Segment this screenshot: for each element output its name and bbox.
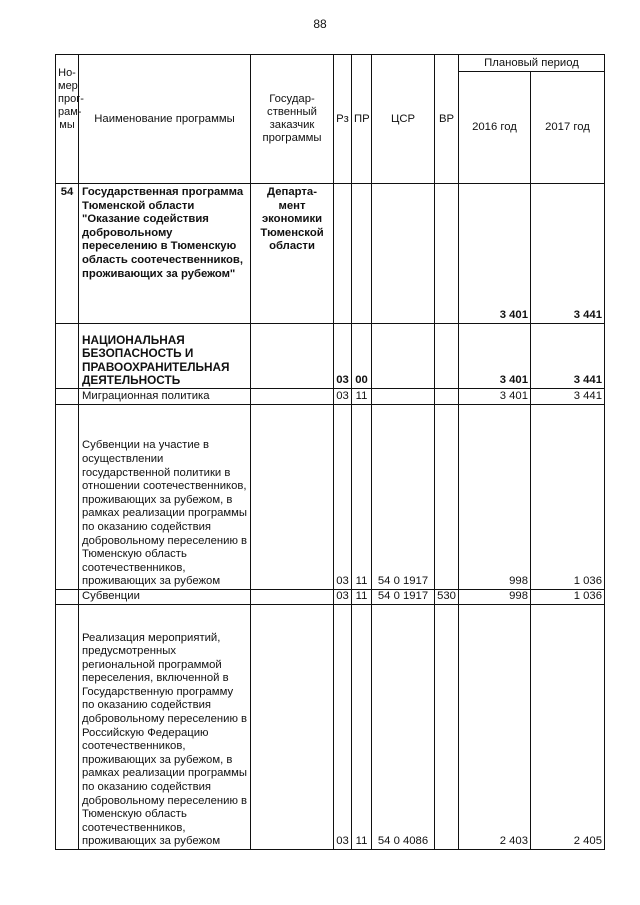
row-name: Реализация мероприятий, предусмотренных региональной программой переселения, включенной в Государственную программу по оказанию содействия добровольному переселению в Российскую Федерацию соотечественников, проживающих за рубежом, в рамках реализации программы по оказанию содействия добровольному переселению в Тюменскую область соотечественников, проживающих за рубежом xyxy=(79,605,251,850)
row-rz: 03 xyxy=(334,405,352,590)
row-pr: 11 xyxy=(352,389,372,405)
row-vr xyxy=(435,389,459,405)
row-vr xyxy=(435,184,459,324)
row-program-number xyxy=(56,605,79,850)
row-value-2016: 998 xyxy=(459,405,531,590)
header-year-2017: 2017 год xyxy=(531,72,605,184)
row-customer xyxy=(251,605,334,850)
row-value-2016: 998 xyxy=(459,590,531,605)
row-name: Миграционная политика xyxy=(79,389,251,405)
header-customer: Государ- ственный заказчик программы xyxy=(251,55,334,184)
row-value-2017: 3 441 xyxy=(531,389,605,405)
table-row xyxy=(56,405,605,590)
header-program-name: Наименование программы xyxy=(79,55,251,184)
row-value-2017: 2 405 xyxy=(531,605,605,850)
row-vr: 530 xyxy=(435,590,459,605)
table-row xyxy=(56,590,605,605)
row-program-number: 54 xyxy=(56,184,79,324)
header-program-number: Но- мер прог- рам- мы xyxy=(56,55,79,184)
row-pr: 11 xyxy=(352,590,372,605)
row-customer xyxy=(251,590,334,605)
row-value-2016: 3 401 xyxy=(459,389,531,405)
row-csr: 54 0 4086 xyxy=(372,605,435,850)
header-vr: ВР xyxy=(435,55,459,184)
budget-table xyxy=(55,54,605,850)
row-program-number xyxy=(56,590,79,605)
row-value-2017: 1 036 xyxy=(531,405,605,590)
row-customer xyxy=(251,405,334,590)
row-csr xyxy=(372,389,435,405)
header-pr: ПР xyxy=(352,55,372,184)
row-program-number xyxy=(56,324,79,389)
row-pr: 00 xyxy=(352,324,372,389)
row-value-2017: 1 036 xyxy=(531,590,605,605)
row-vr xyxy=(435,405,459,590)
table-row xyxy=(56,389,605,405)
row-rz: 03 xyxy=(334,590,352,605)
row-pr: 11 xyxy=(352,405,372,590)
header-csr: ЦСР xyxy=(372,55,435,184)
row-value-2017: 3 441 xyxy=(531,184,605,324)
row-rz: 03 xyxy=(334,389,352,405)
row-csr xyxy=(372,324,435,389)
row-customer: Департа- мент экономики Тюменской области xyxy=(251,184,334,324)
row-rz: 03 xyxy=(334,324,352,389)
row-customer xyxy=(251,324,334,389)
header-plan-period: Плановый период xyxy=(459,55,605,72)
row-program-number xyxy=(56,405,79,590)
header-year-2016: 2016 год xyxy=(459,72,531,184)
row-vr xyxy=(435,605,459,850)
row-value-2016: 3 401 xyxy=(459,184,531,324)
row-csr: 54 0 1917 xyxy=(372,590,435,605)
page-number: 88 xyxy=(313,17,327,31)
table-row xyxy=(56,324,605,389)
row-name: НАЦИОНАЛЬНАЯ БЕЗОПАСНОСТЬ И ПРАВООХРАНИТЕЛЬНАЯ ДЕЯТЕЛЬНОСТЬ xyxy=(79,324,251,389)
table-row xyxy=(56,605,605,850)
row-name: Государственная программа Тюменской области "Оказание содействия добровольному переселению в Тюменскую область соотечественников, проживающих за рубежом" xyxy=(79,184,251,324)
row-value-2016: 2 403 xyxy=(459,605,531,850)
row-program-number xyxy=(56,389,79,405)
row-rz: 03 xyxy=(334,605,352,850)
row-rz xyxy=(334,184,352,324)
row-pr xyxy=(352,184,372,324)
table-row xyxy=(56,184,605,324)
row-value-2016: 3 401 xyxy=(459,324,531,389)
row-name: Субвенции xyxy=(79,590,251,605)
header-rz: Рз xyxy=(334,55,352,184)
row-csr: 54 0 1917 xyxy=(372,405,435,590)
row-vr xyxy=(435,324,459,389)
row-name: Субвенции на участие в осуществлении государственной политики в отношении соотечественников, проживающих за рубежом, в рамках реализации программы по оказанию содействия добровольному переселению в Тюменскую область соотечественников, проживающих за рубежом xyxy=(79,405,251,590)
row-csr xyxy=(372,184,435,324)
row-pr: 11 xyxy=(352,605,372,850)
row-customer xyxy=(251,389,334,405)
row-value-2017: 3 441 xyxy=(531,324,605,389)
